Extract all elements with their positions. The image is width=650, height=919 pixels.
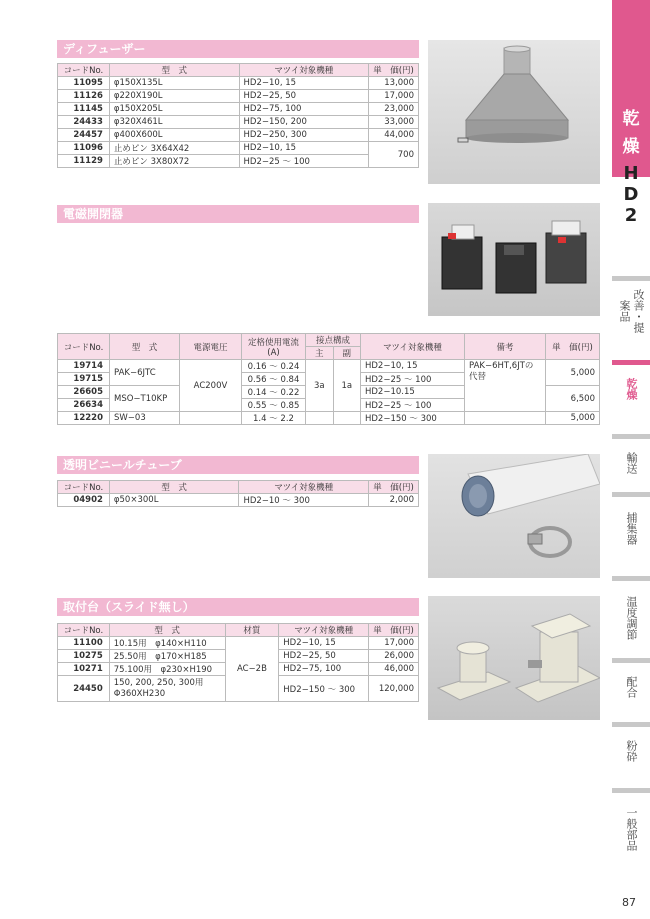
index-model-2: D	[623, 184, 639, 205]
col-code: コードNo.	[58, 334, 110, 360]
index-tab-kanso[interactable]: 乾燥	[612, 360, 650, 410]
tube-illustration	[428, 454, 600, 578]
col-price: 単 価(円)	[369, 64, 419, 77]
table-row: 11100 10.15用 φ140×H110 AC−2B HD2−10, 15 17,000	[58, 637, 419, 650]
index-tab-ippan[interactable]: 一般部品	[612, 788, 650, 868]
page-number: 87	[622, 896, 636, 909]
table-row: 04902 φ50×300L HD2−10 〜 300 2,000	[58, 494, 419, 507]
table-row: 11126 φ220X190L HD2−25, 50 17,000	[58, 90, 419, 103]
col-model: 型 式	[109, 481, 239, 494]
col-target: マツイ対象機種	[361, 334, 465, 360]
index-model-1: H	[623, 163, 639, 184]
table-row: 26605 MSO−T10KP 0.14 〜 0.22 HD2−10.15 6,500	[58, 386, 600, 399]
section-title-switch: 電磁開閉器	[57, 205, 419, 223]
diffuser-table	[57, 63, 419, 168]
table-row: 24433 φ320X461L HD2−150, 200 33,000	[58, 116, 419, 129]
col-voltage: 電源電圧	[180, 334, 242, 360]
diffuser-illustration	[428, 40, 600, 184]
table-row: 24450 150, 200, 250, 300用 Φ360XH230 HD2−150 〜 300 120,000	[58, 676, 419, 702]
col-code: コードNo.	[58, 481, 110, 494]
col-main: 主	[306, 347, 334, 360]
switch-illustration	[428, 203, 600, 316]
mount-table	[57, 623, 419, 702]
col-price: 単 価(円)	[369, 481, 419, 494]
table-row: 26634 0.55 〜 0.85 HD2−25 〜 100	[58, 399, 600, 412]
col-target: マツイ対象機種	[279, 624, 369, 637]
section-title-diffuser: ディフューザー	[57, 40, 419, 58]
switch-table	[57, 333, 600, 425]
table-row: 11095 φ150X135L HD2−10, 15 13,000	[58, 77, 419, 90]
mount-illustration	[428, 596, 600, 720]
col-aux: 副	[333, 347, 361, 360]
index-model-3: 2	[624, 205, 638, 226]
table-row: 10275 25.50用 φ170×H185 HD2−25, 50 26,000	[58, 650, 419, 663]
col-material: 材質	[225, 624, 279, 637]
col-note: 備考	[465, 334, 546, 360]
tube-table	[57, 480, 419, 507]
col-model: 型 式	[109, 64, 239, 77]
index-tab-kaizen[interactable]: 改善・提案品	[612, 276, 650, 336]
col-current: 定格使用電流 (A)	[242, 334, 306, 360]
tube-photo	[428, 454, 600, 578]
col-price: 単 価(円)	[369, 624, 419, 637]
index-tab-funsai[interactable]: 粉砕	[612, 722, 650, 782]
switch-photo	[428, 203, 600, 316]
table-row: 12220 SW−03 1.4 〜 2.2 HD2−150 〜 300 5,000	[58, 412, 600, 425]
table-row: 11145 φ150X205L HD2−75, 100 23,000	[58, 103, 419, 116]
index-tab-main[interactable]	[612, 0, 650, 177]
index-tab-haigo[interactable]: 配合	[612, 658, 650, 708]
table-row: 24457 φ400X600L HD2−250, 300 44,000	[58, 129, 419, 142]
col-code: コードNo.	[58, 624, 110, 637]
table-row: 11129 止めピン 3X80X72 HD2−25 〜 100	[58, 155, 419, 168]
table-row: 11096 止めピン 3X64X42 HD2−10, 15 700	[58, 142, 419, 155]
diffuser-photo	[428, 40, 600, 184]
index-main-char-1: 乾	[622, 109, 640, 129]
index-tab-shushuki[interactable]: 捕集器	[612, 492, 650, 562]
index-main-char-2: 燥	[622, 137, 640, 157]
col-code: コードNo.	[58, 64, 110, 77]
index-tab-ondo[interactable]: 温度調節	[612, 576, 650, 656]
col-price: 単 価(円)	[546, 334, 600, 360]
table-row: 19715 0.56 〜 0.84 HD2−25 〜 100	[58, 373, 600, 386]
col-contact: 接点構成	[306, 334, 361, 347]
table-row: 19714 PAK−6JTC AC200V 0.16 〜 0.24 3a 1a HD2−10, 15 PAK−6HT,6JTの代替 5,000	[58, 360, 600, 373]
col-target: マツイ対象機種	[239, 64, 369, 77]
section-title-mount: 取付台（スライド無し）	[57, 598, 419, 616]
index-tab-yuso[interactable]: 輸送	[612, 434, 650, 484]
col-target: マツイ対象機種	[239, 481, 369, 494]
col-model: 型 式	[110, 334, 180, 360]
mount-photo	[428, 596, 600, 720]
col-model: 型 式	[109, 624, 225, 637]
table-row: 10271 75.100用 φ230×H190 HD2−75, 100 46,000	[58, 663, 419, 676]
section-title-tube: 透明ビニールチューブ	[57, 456, 419, 474]
